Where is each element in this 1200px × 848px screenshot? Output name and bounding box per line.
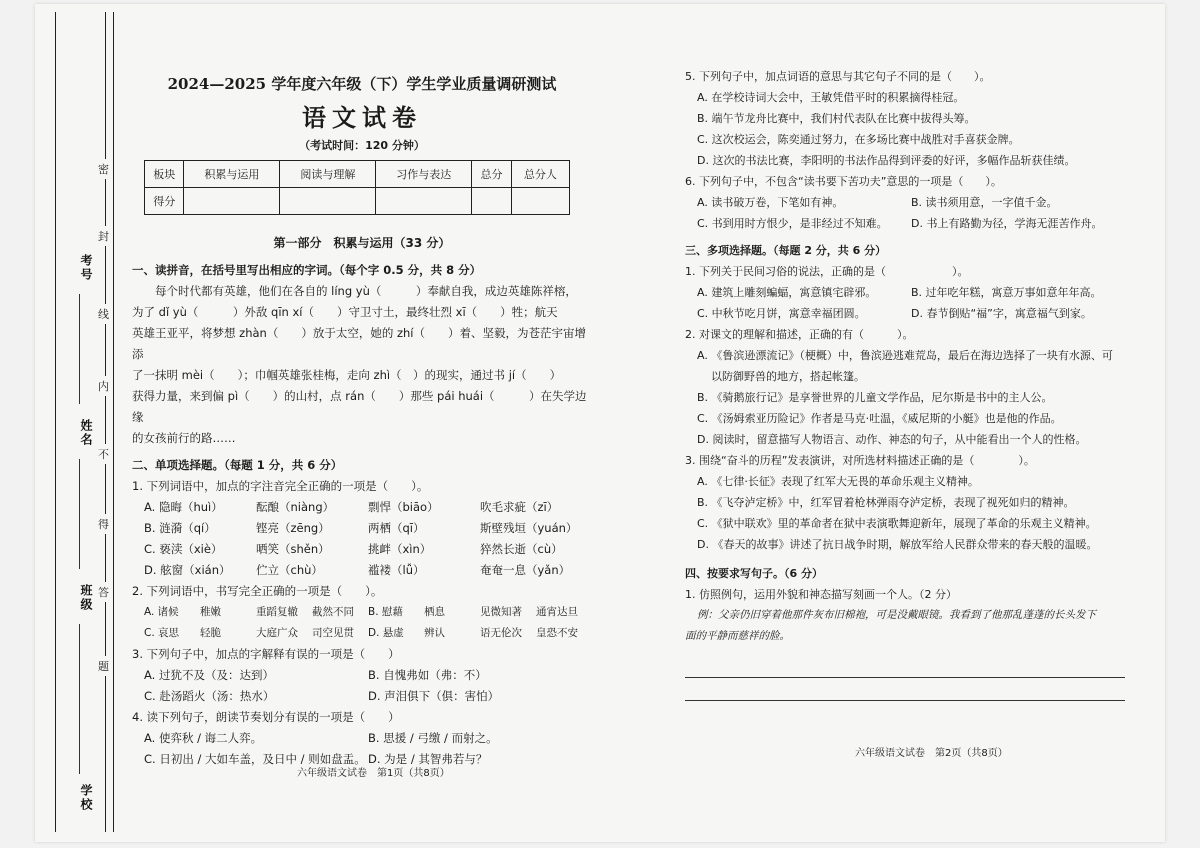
option-row [132, 518, 592, 539]
option-item: B. 思援 / 弓缴 / 而射之。 [368, 731, 498, 745]
option-item: A. 建筑上雕刻蝙蝠，寓意镇宅辟邪。 [697, 286, 877, 299]
exam-title: 2024—2025 学年度六年级（下）学生学业质量调研测试 [167, 75, 557, 93]
option-item: 大庭广众 [256, 627, 298, 639]
name-label: 姓名 [79, 419, 93, 447]
option-item: 吹毛求疵（zī） [480, 500, 559, 514]
option-item: 剽悍（biāo） [368, 500, 439, 514]
score-header-cell: 总分 [472, 161, 511, 188]
option-item: D. 为是 / 其智弗若与？ [368, 752, 488, 766]
option-row [132, 623, 592, 644]
score-cell[interactable] [184, 188, 280, 215]
option-item: C. 这次校运会，陈奕通过努力，在多场比赛中战胜对手喜获金牌。 [697, 133, 1020, 146]
binding-margin [35, 4, 135, 842]
question-stem: 4. 读下列句子，朗读节奏划分有误的一项是（ ） [132, 710, 400, 724]
option-item: A. 读书破万卷，下笔如有神。 [697, 196, 844, 209]
option-row [685, 282, 1125, 303]
score-row-label: 得分 [145, 188, 184, 215]
binding-line [55, 12, 56, 832]
option-row [685, 192, 1125, 213]
page-1-footer: 六年级语文试卷 第1页（共8页） [297, 768, 450, 779]
option-item: C. 赴汤蹈火（汤：热水） [144, 689, 275, 703]
option-row [132, 728, 592, 749]
name-field[interactable] [79, 459, 80, 569]
option-row [685, 303, 1125, 324]
option-item: 猝然长逝（cù） [480, 542, 563, 556]
option-item: 见微知著 [480, 606, 522, 618]
option-item: C. 《狱中联欢》里的革命者在狱中表演歌舞迎新年，展现了革命的乐观主义精神。 [697, 517, 1097, 530]
score-header-cell: 总分人 [511, 161, 569, 188]
option-item: C. 中秋节吃月饼，寓意幸福团圆。 [697, 307, 866, 320]
option-item: 挑衅（xìn） [368, 542, 432, 556]
option-item: A. 过犹不及（及：达到） [144, 668, 274, 682]
passage-line: 获得力量，来到偏 pì（ ）的山村，点 rán（ ）那些 pái huái（ ）在失学边缘 [132, 389, 587, 424]
question-stem: 2. 下列词语中，书写完全正确的一项是（ ）。 [132, 584, 383, 598]
class-field[interactable] [79, 624, 80, 774]
page-1 [132, 66, 592, 770]
option-item: D. 书上有路勤为径，学海无涯苦作舟。 [911, 217, 1103, 230]
option-item: B. 涟漪（qí） [144, 521, 216, 535]
score-cell[interactable] [472, 188, 511, 215]
option-item: A. 在学校诗词大会中，王敏凭借平时的积累摘得桂冠。 [697, 91, 965, 104]
exam-sheet [35, 4, 1165, 842]
question-stem: 3. 下列句子中，加点的字解释有误的一项是（ ） [132, 647, 400, 661]
example-sentence: 例：父亲仍旧穿着他那件灰布旧棉袍，可是没戴眼镜。我看到了他那乱蓬蓬的长头发下 [697, 609, 1096, 621]
option-item: 酝酿（niàng） [256, 500, 335, 514]
option-row [132, 686, 592, 707]
option-item: C. 日初出 / 大如车盖，及日中 / 则如盘盂。 [144, 752, 366, 766]
page-2-footer: 六年级语文试卷 第2页（共8页） [855, 748, 1008, 759]
option-row [132, 602, 592, 623]
option-item: A. 《鲁滨逊漂流记》（梗概）中，鲁滨逊逃难荒岛，最后在海边选择了一块有水源、可 [697, 349, 1113, 362]
question-stem: 1. 仿照例句，运用外貌和神态描写刻画一个人。（2 分） [685, 588, 957, 601]
score-table [144, 160, 570, 215]
score-header-cell: 习作与表达 [376, 161, 472, 188]
option-row [685, 213, 1125, 234]
subject-title: 语文试卷 [302, 103, 422, 132]
seal-mark: 封 [98, 226, 109, 246]
part-1-title: 第一部分 积累与运用（33 分） [273, 236, 451, 250]
option-item: 哂笑（shěn） [256, 542, 330, 556]
seal-mark: 不 [98, 444, 109, 464]
option-item: D. 《春天的故事》讲述了抗日战争时期，解放军给人民群众带来的春天般的温暖。 [697, 538, 1098, 551]
passage-line: 为了 dǐ yù（ ）外敌 qīn xí（ ）守卫寸土，最终壮烈 xī（ ）牲；航天 [132, 305, 558, 319]
answer-line[interactable] [685, 657, 1125, 678]
option-item: 语无伦次 [480, 627, 522, 639]
exam-number-label: 考号 [79, 254, 93, 282]
option-item: A. 《七律·长征》表现了红军大无畏的革命乐观主义精神。 [697, 475, 979, 488]
option-item: D. 春节倒贴“福”字，寓意福气到家。 [911, 307, 1092, 320]
option-item: 栖息 [424, 606, 445, 618]
option-row [132, 665, 592, 686]
option-item: 斯壁残垣（yuán） [480, 521, 578, 535]
score-cell[interactable] [280, 188, 376, 215]
exam-number-field[interactable] [79, 294, 80, 404]
section-4-heading: 四、按要求写句子。（6 分） [685, 567, 823, 580]
option-item: B. 读书须用意，一字值千金。 [911, 196, 1058, 209]
question-stem: 3. 围绕“奋斗的历程”发表演讲，对所选材料描述正确的是（ ）。 [685, 454, 1035, 467]
exam-time: （考试时间：120 分钟） [299, 139, 425, 152]
option-item: B. 端午节龙舟比赛中，我们村代表队在比赛中拔得头筹。 [697, 112, 976, 125]
option-item: A. 使弈秋 / 诲二人弈。 [144, 731, 263, 745]
binding-line [105, 12, 106, 832]
option-item: D. 这次的书法比赛，李阳明的书法作品得到评委的好评，多幅作品斩获佳绩。 [697, 154, 1076, 167]
option-item: D. 声泪俱下（俱：害怕） [368, 689, 500, 703]
passage-line: 了一抹明 mèi（ ）；巾帼英雄张桂梅，走向 zhì（ ）的现实，通过书 jí（ ） [132, 368, 562, 382]
binding-line [113, 12, 114, 832]
option-item: 轻脆 [200, 627, 221, 639]
example-sentence: 面的平静而慈祥的脸。 [685, 630, 790, 642]
option-item: 司空见贯 [312, 627, 354, 639]
option-item: A. 隐晦（huì） [144, 500, 223, 514]
option-item: B. 《飞夺泸定桥》中，红军冒着枪林弹雨夺泸定桥，表现了视死如归的精神。 [697, 496, 1075, 509]
option-item: B. 自愧弗如（弗：不） [368, 668, 487, 682]
seal-mark: 线 [98, 304, 109, 324]
option-row [132, 560, 592, 581]
answer-line[interactable] [685, 680, 1125, 701]
option-item: B. 过年吃年糕，寓意万事如意年年高。 [911, 286, 1102, 299]
option-item: 重蹈复辙 [256, 606, 298, 618]
option-item: 皇恐不安 [536, 627, 578, 639]
seal-mark: 密 [98, 159, 109, 179]
option-row [132, 497, 592, 518]
option-item: 辨认 [424, 627, 445, 639]
option-item: 伫立（chù） [256, 563, 323, 577]
option-item: D. 悬虚 [368, 627, 404, 639]
question-stem: 1. 下列关于民间习俗的说法，正确的是（ ）。 [685, 265, 969, 278]
question-stem: 5. 下列句子中，加点词语的意思与其它句子不同的是（ ）。 [685, 70, 991, 83]
seal-mark: 得 [98, 514, 109, 534]
seal-mark: 题 [98, 656, 109, 676]
score-header-cell: 板块 [145, 161, 184, 188]
option-item: D. 阅读时，留意描写人物语言、动作、神态的句子，从中能看出一个人的性格。 [697, 433, 1087, 446]
seal-mark: 内 [98, 376, 109, 396]
score-row [145, 188, 570, 215]
section-2-heading: 二、单项选择题。（每题 1 分，共 6 分） [132, 458, 343, 472]
seal-mark: 答 [98, 582, 109, 602]
passage-line: 每个时代都有英雄，他们在各自的 líng yù（ ）奉献自我，成边英雄陈祥榕， [155, 284, 577, 298]
option-item: 奄奄一息（yǎn） [480, 563, 571, 577]
option-item: C. 书到用时方恨少，是非经过不知难。 [697, 217, 888, 230]
option-item: 两栖（qī） [368, 521, 425, 535]
question-stem: 1. 下列词语中，加点的字注音完全正确的一项是（ ）。 [132, 479, 429, 493]
school-label: 学校 [79, 784, 93, 812]
option-item: A. 诸候 [144, 606, 179, 618]
option-item: 褴褛（lǚ） [368, 563, 425, 577]
option-item: 截然不同 [312, 606, 354, 618]
passage-line: 的女孩前行的路…… [132, 431, 236, 445]
class-label: 班级 [79, 584, 93, 612]
option-row [132, 539, 592, 560]
option-item: 稚嫩 [200, 606, 221, 618]
passage-line: 英雄王亚平，将梦想 zhàn（ ）放于太空，她的 zhí（ ）着、坚毅，为苍茫宇宙增添 [132, 326, 586, 361]
score-header-cell: 积累与运用 [184, 161, 280, 188]
option-item: D. 舷窗（xián） [144, 563, 231, 577]
option-item: C. 亵渎（xiè） [144, 542, 223, 556]
option-item: 通宵达旦 [536, 606, 578, 618]
page-2 [685, 66, 1125, 701]
section-1-heading: 一、读拼音，在括号里写出相应的字词。（每个字 0.5 分，共 8 分） [132, 263, 482, 277]
option-item: C. 《汤姆索亚历险记》作者是马克·吐温，《威尼斯的小艇》也是他的作品。 [697, 412, 1062, 425]
score-cell[interactable] [376, 188, 472, 215]
section-3-heading: 三、多项选择题。（每题 2 分，共 6 分） [685, 244, 887, 257]
option-item: B. 慰藉 [368, 606, 403, 618]
option-item: C. 哀思 [144, 627, 180, 639]
question-stem: 2. 对课文的理解和描述，正确的有（ ）。 [685, 328, 914, 341]
score-cell[interactable] [511, 188, 569, 215]
option-item: 铿亮（zēng） [256, 521, 330, 535]
option-item: B. 《骑鹅旅行记》是享誉世界的儿童文学作品，尼尔斯是书中的主人公。 [697, 391, 1053, 404]
score-header-cell: 阅读与理解 [280, 161, 376, 188]
score-table-header [145, 161, 570, 188]
option-item: 以防御野兽的地方，搭起帐篷。 [711, 370, 865, 383]
question-stem: 6. 下列句子中，不包含“读书要下苦功夫”意思的一项是（ ）。 [685, 175, 1002, 188]
